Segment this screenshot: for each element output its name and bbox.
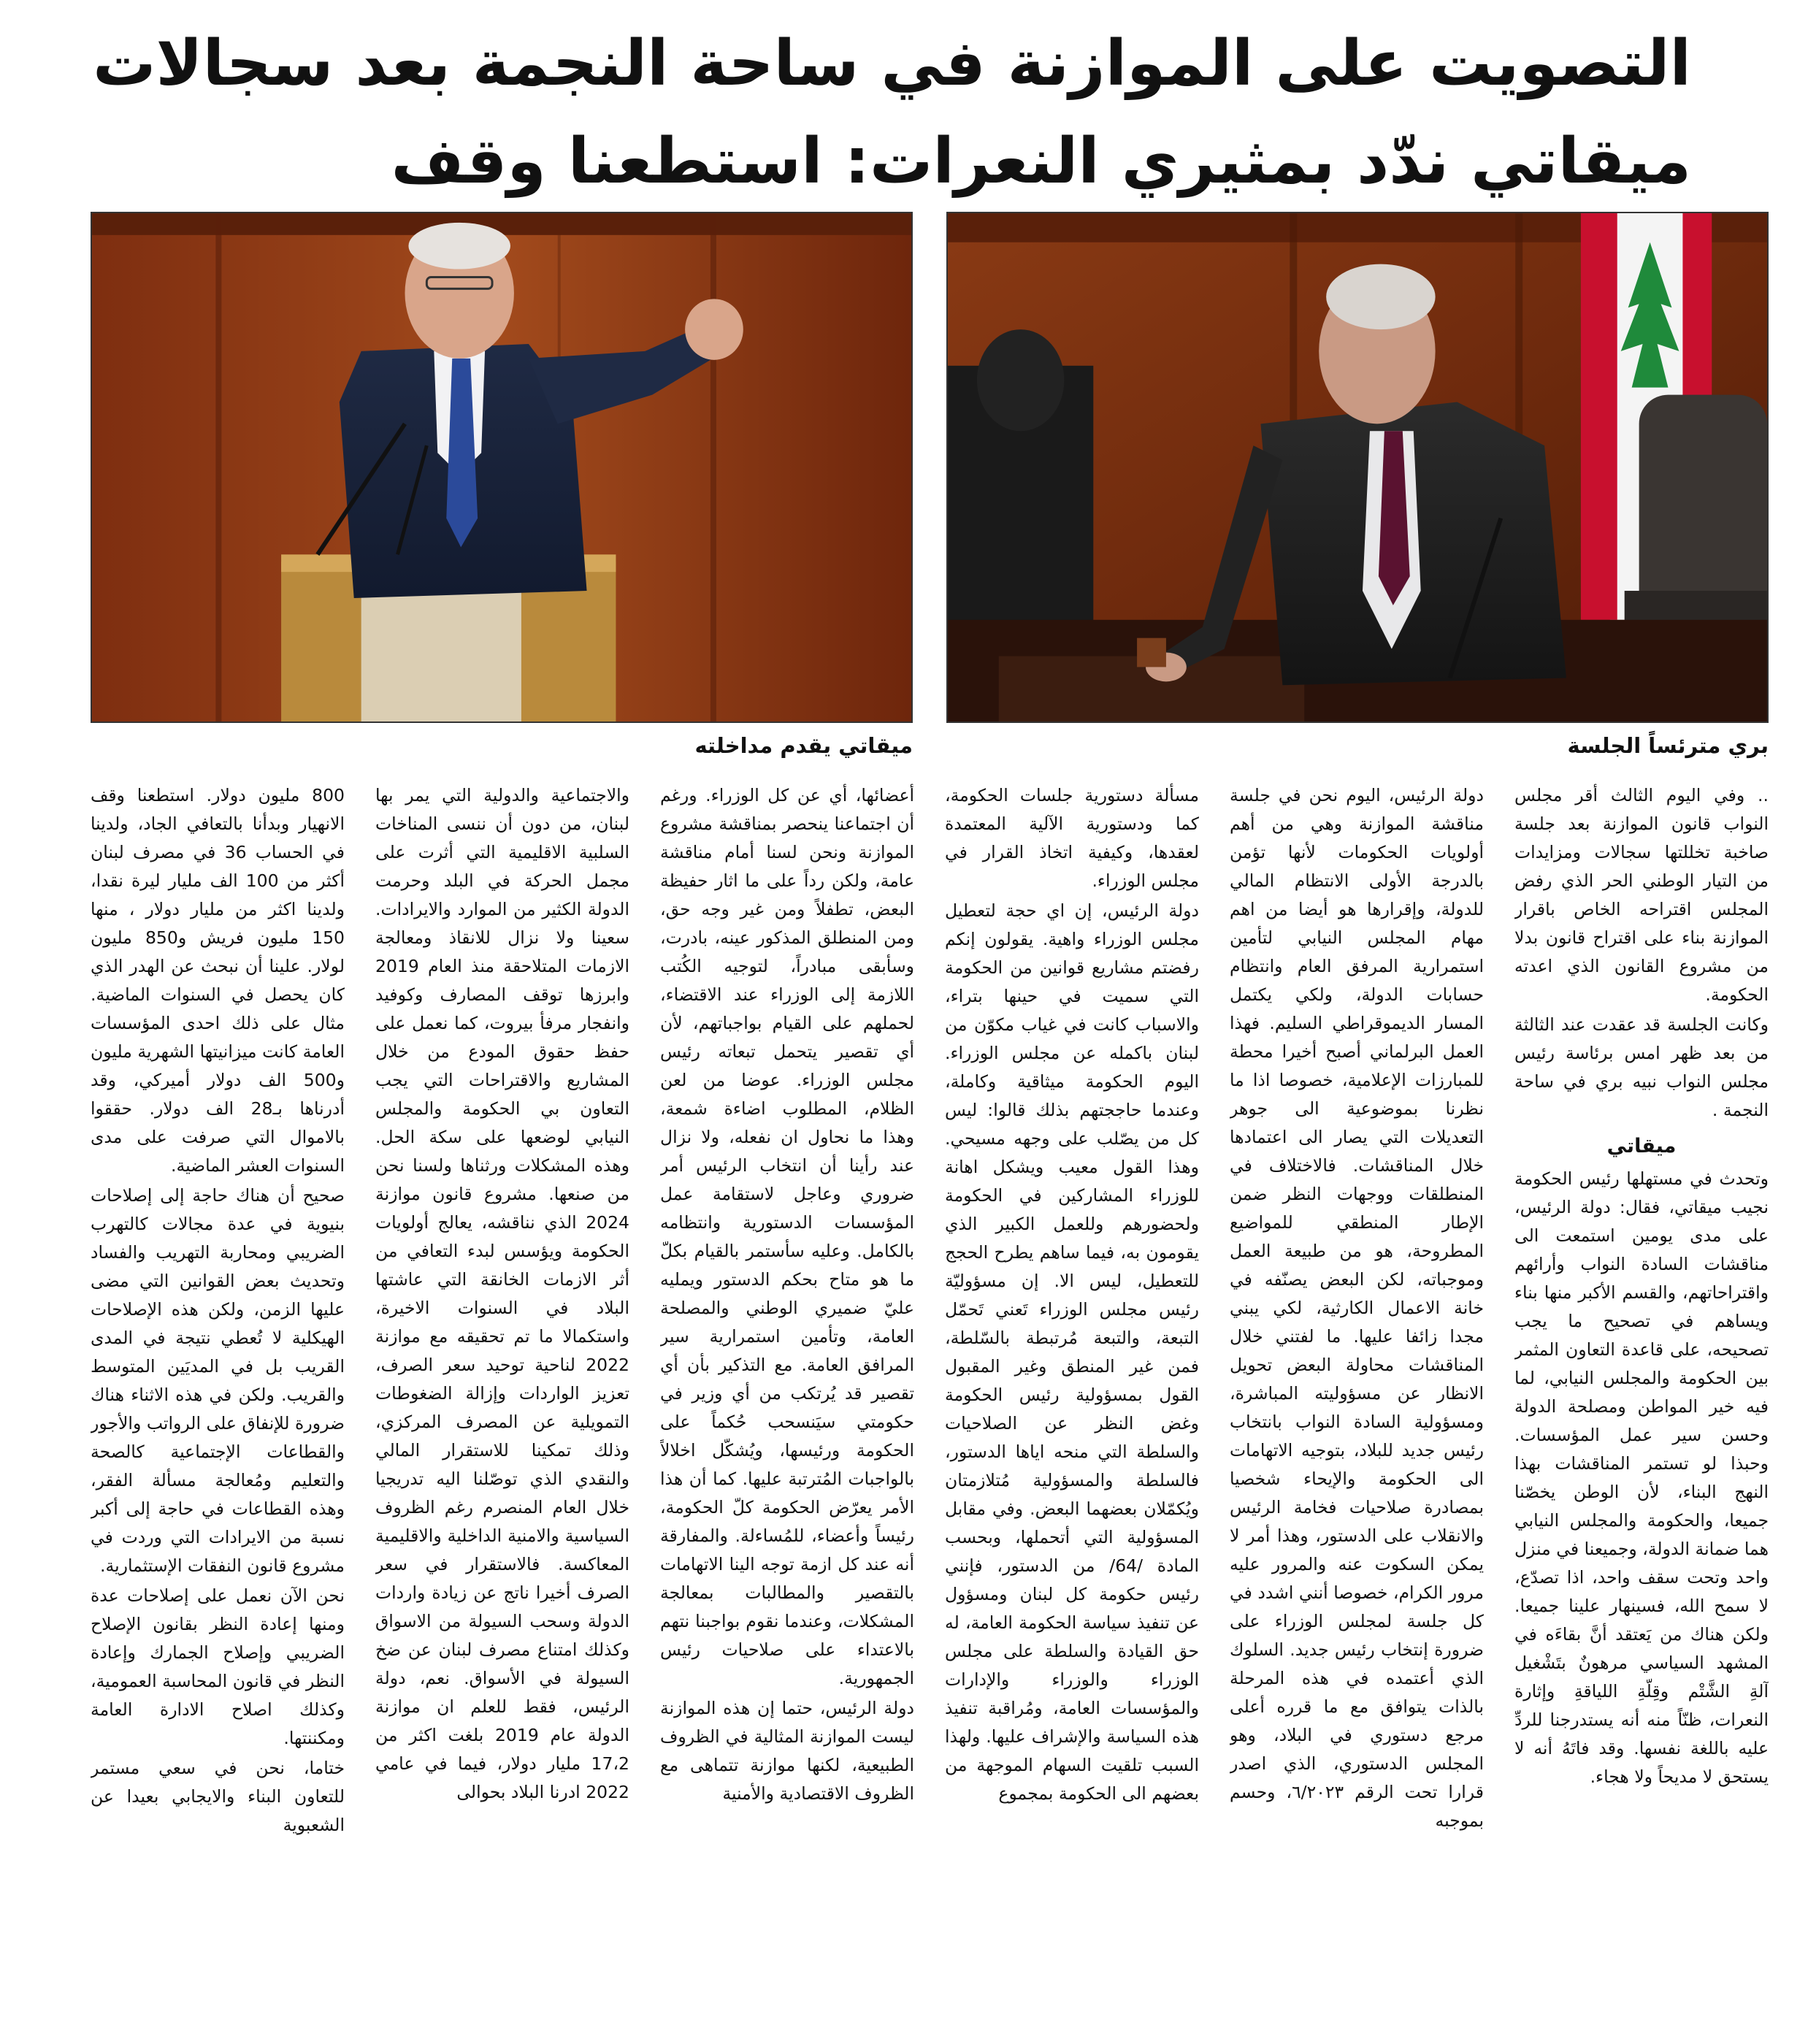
article-column-2 bbox=[1230, 781, 1484, 2030]
paragraph: صحيح أن هناك حاجة إلى إصلاحات بنيوية في عدة مجالات كالتهرب الضريبي ومحاربة التهريب والفساد وتحديث بعض القوانين التي مضى عليها الزمن، ولكن هذه الإصلاحات الهيكلية لا تُعطي نتيجة في المدى القريب بل في المديَين المتوسط والقريب. ولكن في هذه الاثناء هناك ضرورة للإنفاق على الرواتب والأجور والقطاعات الإجتماعية كالصحة والتعليم ومُعالجة مسألة الفقر، وهذه القطاعات في حاجة إلى أكبر نسبة من الايرادات التي وردت في مشروع قانون النفقات الإستثمارية. bbox=[91, 1185, 345, 1576]
photo-mikati-speaking bbox=[91, 212, 913, 723]
paragraph: أعضائها، أي عن كل الوزراء. ورغم أن اجتماعنا ينحصر بمناقشة مشروع الموازنة ونحن لسنا أمام مناقشة عامة، ولكن رداً على ما اثار حفيظة البعض، تطفلاً ومن غير وجه حق، ومن المنطلق المذكور عينه، بادرت، وسأبقى مبادراً، لتوجيه الكُتب اللازمة إلى الوزراء عند الاقتضاء، لحملهم على القيام بواجباتهم، لأن أي تقصير يتحمل تبعاته رئيس مجلس الوزراء. عوضا من لعن الظلام، المطلوب اضاءة شمعة، وهذا ما نحاول ان نفعله، ولا نزال عند رأينا أن انتخاب الرئيس أمر ضروري وعاجل لاستقامة عمل المؤسسات الدستورية وانتظامه بالكامل. وعليه سأستمر بالقيام بكلّ ما هو متاح بحكم الدستور ويمليه عليّ ضميري الوطني والمصلحة العامة، وتأمين استمرارية سير المرافق العامة. مع التذكير بأن أي تقصير قد يُرتكب من أي وزير في حكومتي سيَنسحب حُكماً على الحكومة ورئيسها، ويُشكّل اخلالاً بالواجبات المُترتبة عليها. كما أن هذا الأمر يعرّض الحكومة كلّ الحكومة، رئيساً وأعضاء، للمُساءلة. والمفارقة أنه عند كل ازمة توجه الينا الاتهامات بالتقصير والمطالبات بمعالجة المشكلات، وعندما نقوم بواجبنا نتهم بالاعتداء على صلاحيات رئيس الجمهورية. bbox=[660, 785, 914, 1688]
paragraph: .. وفي اليوم الثالث أقر مجلس النواب قانون الموازنة بعد جلسة صاخبة تخللتها سجالات ومزايدات من التيار الوطني الحر الذي رفض المجلس اقتراحه الخاص باقرار الموازنة بناء على اقتراح قانون بدلا من مشروع القانون الذي اعدته الحكومة. bbox=[1514, 785, 1769, 1005]
paragraph: مسألة دستورية جلسات الحكومة، كما ودستورية الآلية المعتمدة لعقدها، وكيفية اتخاذ القرار في مجلس الوزراء. bbox=[945, 785, 1199, 891]
article-column-4 bbox=[660, 781, 914, 2030]
paragraph: دولة الرئيس، حتما إن هذه الموازنة ليست الموازنة المثالية في الظروف الطبيعية، لكنها موازنة تتماهى مع الظروف الاقتصادية والأمنية bbox=[660, 1698, 914, 1804]
article-column-1 bbox=[1514, 781, 1769, 2030]
paragraph: وكانت الجلسة قد عقدت عند الثالثة من بعد ظهر امس برئاسة رئيس مجلس النواب نبيه بري في ساحة النجمة . bbox=[1514, 1014, 1769, 1120]
headline-line-2: ميقاتي ندّد بمثيري النعرات: استطعنا وقف bbox=[391, 125, 1691, 198]
article-column-3 bbox=[945, 781, 1199, 2030]
headline-line-1: التصويت على الموازنة في ساحة النجمة بعد سجالات bbox=[93, 27, 1691, 100]
article-column-5 bbox=[375, 781, 629, 2030]
paragraph: والاجتماعية والدولية التي يمر بها لبنان، من دون أن ننسى المناخات السلبية الاقليمية التي أثرت على مجمل الحركة في البلد وحرمت الدولة الكثير من الموارد والايرادات. سعينا ولا نزال للانقاذ ومعالجة الازمات المتلاحقة منذ العام 2019 وابرزها توقف المصارف وكوفيد وانفجار مرفأ بيروت، كما نعمل على حفظ حقوق المودع من خلال المشاريع والاقتراحات التي يجب التعاون بي الحكومة والمجلس النيابي لوضعها على سكة الحل. وهذه المشكلات ورثناها ولسنا نحن من صنعها. مشروع قانون موازنة 2024 الذي نناقشه، يعالج أولويات الحكومة ويؤسس لبدء التعافي من أثر الازمات الخانقة التي عاشتها البلاد في السنوات الاخيرة، واستكمالا ما تم تحقيقه مع موازنة 2022 لناحية توحيد سعر الصرف، تعزيز الواردات وإزالة الضغوطات التمويلية عن المصرف المركزي، وذلك تمكينا للاستقرار المالي والنقدي الذي توصّلنا اليه تدريجيا خلال العام المنصرم رغم الظروف السياسية والامنية الداخلية والاقليمية المعاكسة. فالاستقرار في سعر الصرف أخيرا ناتج عن زيادة واردات الدولة وسحب السيولة من الاسواق وكذلك امتناع مصرف لبنان عن ضخ السيولة في الأسواق. نعم، دولة الرئيس، فقط للعلم ان موازنة الدولة عام 2019 بلغت اكثر من 17،2 مليار دولار، فيما في عامي 2022 ادرنا البلاد بحوالى bbox=[375, 785, 629, 1802]
paragraph: نحن الآن نعمل على إصلاحات عدة ومنها إعادة النظر بقانون الإصلاح الضريبي وإصلاح الجمارك وإعادة النظر في قانون المحاسبة العمومية، وكذلك اصلاح الادارة العامة ومكننتها. bbox=[91, 1585, 345, 1748]
article-column-6 bbox=[91, 781, 345, 2030]
paragraph: ختاما، نحن في سعي مستمر للتعاون البناء والايجابي بعيدا عن الشعبوية bbox=[91, 1758, 345, 1835]
headline bbox=[29, 15, 1691, 210]
paragraph: دولة الرئيس، إن اي حجة لتعطيل مجلس الوزراء واهية. يقولون إنكم رفضتم مشاريع قوانين من الحكومة التي سميت في حينها بتراء، والاسباب كانت في غياب مكوّن من لبنان باكمله عن مجلس الوزراء. اليوم الحكومة ميثاقية وكاملة، وعندما حاججتهم بذلك قالوا: ليس كل من يصّلب على وجهه مسيحي. وهذا القول معيب ويشكل اهانة للوزراء المشاركين في الحكومة ولحضورهم وللعمل الكبير الذي يقومون به، فيما ساهم يطرح الحجج للتعطيل، ليس الا. إن مسؤوليّة رئيس مجلس الوزراء تَعني تَحمّل التبعة، والتبعة مُرتبطة بالسّلطة، فمن غير المنطق وغير المقبول القول بمسؤولية رئيس الحكومة وغض النظر عن الصلاحيات والسلطة التي منحه اياها الدستور، فالسلطة والمسؤولية مُتلازمتان ويُكمّلان بعضهما البعض. وفي مقابل المسؤولية التي أتحملها، وبحسب المادة /64/ من الدستور، فإنني رئيس حكومة كل لبنان ومسؤول عن تنفيذ سياسة الحكومة العامة، له حق القيادة والسلطة على مجلس الوزراء والوزراء والإدارات والمؤسسات العامة، ومُراقبة تنفيذ هذه السياسة والإشراف عليها. ولهذا السبب تلقيت السهام الموجهة من بعضهم الى الحكومة بمجموع bbox=[945, 900, 1199, 1804]
section-subhead: ميقاتي bbox=[1606, 1135, 1677, 1157]
photo-caption-berri: بري مترئساً الجلسة bbox=[1567, 733, 1769, 758]
photo-berri-image bbox=[948, 213, 1767, 721]
paragraph: دولة الرئيس، اليوم نحن في جلسة مناقشة الموازنة وهي من أهم أولويات الحكومات لأنها تؤمن بالدرجة الأولى الانتظام المالي للدولة، وإقرارها هو أيضا من اهم مهام المجلس النيابي لتأمين استمرارية المرفق العام وانتظام حسابات الدولة، ولكي يكتمل المسار الديموقراطي السليم. فهذا العمل البرلماني أصبح أخيرا محطة للمبارزات الإعلامية، خصوصا اذا ما نظرنا بموضوعية الى جوهر التعديلات التي يصار الى اعتمادها خلال المناقشات. فالاختلاف في المنطلقات ووجهات النظر ضمن الإطار المنطقي للمواضيع المطروحة، هو من طبيعة العمل وموجباته، لكن البعض يصنّفه في خانة الاعمال الكارثية، لكي يبني مجدا زائفا عليها. ما لفتني خلال المناقشات محاولة البعض تحويل الانظار عن مسؤوليته المباشرة، ومسؤولية السادة النواب بانتخاب رئيس جديد للبلاد، بتوجيه الاتهامات الى الحكومة والإيحاء شخصيا بمصادرة صلاحيات فخامة الرئيس والانقلاب على الدستور، وهذا أمر لا يمكن السكوت عنه والمرور عليه مرور الكرام، خصوصا أنني اشدد في كل جلسة لمجلس الوزراء على ضرورة إنتخاب رئيس جديد. السلوك الذي أعتمده في هذه المرحلة بالذات يتوافق مع ما قرره أعلى مرجع دستوري في البلاد، وهو المجلس الدستوري، الذي اصدر قرارا تحت الرقم ٦/٢٠٢٣، وحسم بموجبه bbox=[1230, 785, 1484, 1831]
photo-caption-mikati: ميقاتي يقدم مداخلته bbox=[694, 733, 913, 758]
article-body bbox=[91, 781, 1769, 2030]
photo-berri-presiding bbox=[946, 212, 1769, 723]
paragraph: وتحدث في مستهلها رئيس الحكومة نجيب ميقاتي، فقال: دولة الرئيس، على مدى يومين استمعت الى مناقشات السادة النواب وأرائهم واقتراحاتهم، والقسم الأكبر منها بناء ويساهم في تصحيح ما يجب تصحيحه، على قاعدة التعاون المثمر بين الحكومة والمجلس النيابي، لما فيه خير المواطن ومصلحة الدولة وحسن سير عمل المؤسسات. وحبذا لو تستمر المناقشات بهذا النهج البناء، لأن الوطن يخصّنا جميعا، والحكومة والمجلس النيابي هما ضمانة الدولة، وجميعنا في منزل واحد وتحت سقف واحد، اذا تصدّع، لا سمح الله، فسينهار علينا جميعا. ولكن هناك من يَعتقد أنَّ بقاءَه في المشهد السياسي مرهونٌ بتَشْغيل آلةِ الشَّتْم وقِلّةِ اللياقةِ وإثارة النعرات، ظنّاً منه أنه يستدرجنا للردِّ عليه باللغة نفسها. وقد فاتَهُ أنه لا يستحق لا مديحاً ولا هجاء. bbox=[1514, 1168, 1769, 1787]
paragraph: 800 مليون دولار. استطعنا وقف الانهيار وبدأنا بالتعافي الجاد، ولدينا في الحساب 36 في مصرف لبنان أكثر من 100 الف مليار ليرة نقدا، ولدينا اكثر من مليار دولار ، منها 150 مليون فريش و850 مليون لولار. علينا أن نبحث عن الهدر الذي كان يحصل في السنوات الماضية. مثال على ذلك احدى المؤسسات العامة كانت ميزانيتها الشهرية مليون و500 الف دولار أميركي، وقد أدرناها بـ28 الف دولار. حققوا بالاموال التي صرفت على مدى السنوات العشر الماضية. bbox=[91, 785, 345, 1176]
photo-mikati-image bbox=[92, 213, 911, 721]
